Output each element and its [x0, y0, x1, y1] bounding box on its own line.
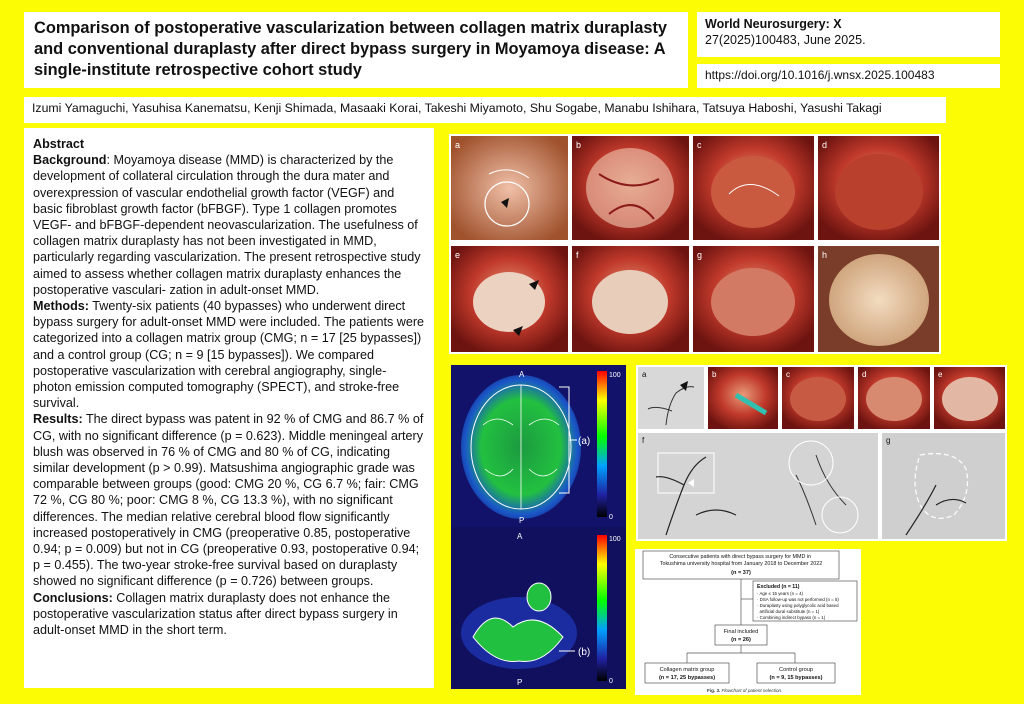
spect-label-a: (a)	[578, 436, 591, 447]
angio-panel-g	[882, 433, 1005, 539]
angio-panel-label-g: g	[886, 436, 891, 445]
angio-panel-c	[782, 367, 854, 429]
surgical-photo-figure	[449, 134, 941, 354]
conclusions-label: Conclusions:	[33, 590, 113, 605]
spect-bottom-letter-a: P	[519, 516, 525, 525]
abstract-background	[33, 152, 425, 298]
flow-excluded-item-2: · DSA follow-up was not performed (n = 5)	[757, 597, 839, 602]
authors: Izumi Yamaguchi, Yasuhisa Kanematsu, Kenji Shimada, Masaaki Korai, Takeshi Miyamoto, Shu Sogabe, Manabu Ishihara, Tatsuya Haboshi, Yasushi Takagi	[32, 101, 882, 115]
angio-panel-label-b: b	[712, 370, 717, 379]
flow-excluded-item-4: artificial dural substitute (n = 1)	[757, 609, 820, 614]
surgery-panel-label-e: e	[455, 250, 461, 260]
flow-caption-rest: Flowchart of patient selection.	[720, 688, 783, 693]
methods-label: Methods:	[33, 299, 89, 314]
angio-panel-label-f: f	[642, 436, 645, 445]
flow-final-label: Final included	[723, 629, 759, 635]
spect-images	[451, 365, 626, 689]
journal-citation: 27(2025)100483, June 2025.	[705, 33, 866, 47]
surgery-panel-label-d: d	[822, 140, 828, 150]
flow-caption	[707, 688, 782, 693]
surgery-panel-label-f: f	[576, 250, 579, 260]
journal-name: World Neurosurgery: X	[705, 17, 842, 31]
spect-label-b: (b)	[578, 647, 591, 658]
scale-max-top: 100	[609, 372, 621, 379]
paper-title: Comparison of postoperative vascularization between collagen matrix duraplasty and conventional duraplasty after direct bypass surgery in Moyamoya disease: A single-institute retrospective cohort study	[34, 19, 668, 79]
surgery-panel-label-c: c	[697, 140, 702, 150]
surgery-panel-c	[693, 136, 814, 240]
surgical-photo-grid	[449, 134, 941, 354]
results-label: Results:	[33, 412, 83, 427]
angio-panel-a	[638, 367, 704, 429]
flow-group2-n: (n = 9, 15 bypasses)	[769, 675, 823, 681]
doi-box	[697, 64, 1000, 88]
abstract-results	[33, 411, 425, 589]
surgery-panel-label-b: b	[576, 140, 582, 150]
angiography-images	[636, 365, 1007, 541]
angio-panel-d	[858, 367, 930, 429]
angio-panel-label-c: c	[786, 370, 790, 379]
angio-panel-label-a: a	[642, 370, 647, 379]
surgery-panel-label-h: h	[822, 250, 828, 260]
background-label: Background	[33, 153, 107, 168]
surgery-panel-f	[572, 246, 689, 352]
spect-figure	[451, 365, 626, 689]
surgery-panel-label-g: g	[697, 250, 703, 260]
surgery-panel-label-a: a	[455, 140, 461, 150]
flow-excluded-title: Excluded (n = 11)	[757, 584, 800, 590]
authors-box	[24, 97, 946, 123]
methods-text: Twenty-six patients (40 bypasses) who underwent direct bypass surgery for adult-onset MMD were included. The patients were categorized into a collagen matrix group (CMG; n = 17 [25 bypasses]) and a control group (CG; n = 9 [15 bypasses]). We compared postoperative vascularization with cerebral angiography, single- photon emission computed tomography (SPECT), and stroke-free survival.	[33, 299, 425, 411]
spect-top-letter-a: A	[519, 370, 525, 379]
abstract-conclusions	[33, 590, 425, 639]
journal-box	[697, 12, 1000, 57]
background-text: : Moyamoya disease (MMD) is characterized by the development of collateral circulation through the dura mater and overexpression of vascular endothelial growth factor (VEGF) and basic fibroblast growth factor (bFBGF). Type 1 collagen promotes VEGF- and bFBGF-dependent neovascularization. The usefulness of collagen matrix duraplasty has not been investigated in MMD, particularly regarding vascularization. The present retrospective study aimed to assess whether collagen matrix duraplasty enhances the postoperative vasculari- zation in adult-onset MMD.	[33, 153, 421, 297]
angio-panel-label-e: e	[938, 370, 943, 379]
spect-top-letter-b: A	[517, 532, 523, 541]
angio-panel-e	[934, 367, 1005, 429]
angio-panel-label-d: d	[862, 370, 867, 379]
flow-group1-label: Collagen matrix group	[659, 667, 715, 673]
flow-group2-label: Control group	[779, 667, 813, 673]
angio-panel-f	[638, 433, 878, 539]
surgery-panel-b	[572, 136, 689, 240]
surgery-panel-e	[451, 246, 568, 352]
surgery-panel-g	[693, 246, 814, 352]
flow-excluded-item-5: · Combining indirect bypass (n = 1)	[757, 615, 826, 620]
flowchart-diagram	[635, 549, 861, 695]
title-box	[24, 12, 688, 88]
conclusions-text: Collagen matrix duraplasty does not enhance the postoperative vascularization status after direct bypass surgery in adult-onset MMD in the short term.	[33, 590, 398, 638]
scale-min-top: 0	[609, 514, 613, 521]
surgery-panel-h	[818, 246, 939, 352]
abstract-box	[24, 128, 434, 688]
flow-top-n: (n = 37)	[731, 570, 751, 576]
angiography-figure	[636, 365, 1007, 541]
results-text: The direct bypass was patent in 92 % of CMG and 86.7 % of CG, with no significant difference (p = 0.623). Middle meningeal artery blush was observed in 76 % of CMG and 80 % of CG, indicating similar development (p > 0.99). Matsushima angiographic grade was comparable between groups (good: CMG 20 %, CG 6.7 %; fair: CMG 72 %, CG 80 %; poor: CMG 8 %, CG 13.3 %), with no significant differences. The median relative cerebral blood flow significantly increased postoperatively in CMG (preoperative 0.85, postoperative 0.94; p = 0.009) but not in CG (preoperative 0.93, postoperative 0.94; p = 0.455). The two-year stroke-free survival based on duraplasty showed no significant difference (p = 0.726) between groups.	[33, 412, 424, 589]
surgery-panel-d	[818, 136, 939, 240]
flow-group1-n: (n = 17, 25 bypasses)	[658, 675, 716, 681]
flow-excluded-item-3: · Duraplasty using polyglycolic acid based	[757, 603, 839, 608]
flow-top-text: Consecutive patients with direct bypass surgery for MMD in Tokushima university hospital from January 2018 to December 2022	[659, 554, 823, 567]
flow-caption-bold: Fig. 3.	[707, 688, 721, 693]
flowchart-figure	[635, 549, 861, 695]
angio-panel-b	[708, 367, 778, 429]
spect-bottom-letter-b: P	[517, 678, 523, 687]
flow-excluded-item-1: · Age ≤ 15 years (n = 4)	[757, 591, 803, 596]
abstract-methods	[33, 298, 425, 411]
abstract-heading: Abstract	[33, 137, 85, 151]
surgery-panel-a	[451, 136, 568, 240]
scale-min-bottom: 0	[609, 678, 613, 685]
scale-max-bottom: 100	[609, 536, 621, 543]
doi-link[interactable]: https://doi.org/10.1016/j.wnsx.2025.100483	[705, 68, 935, 82]
flow-final-n: (n = 26)	[731, 637, 751, 643]
